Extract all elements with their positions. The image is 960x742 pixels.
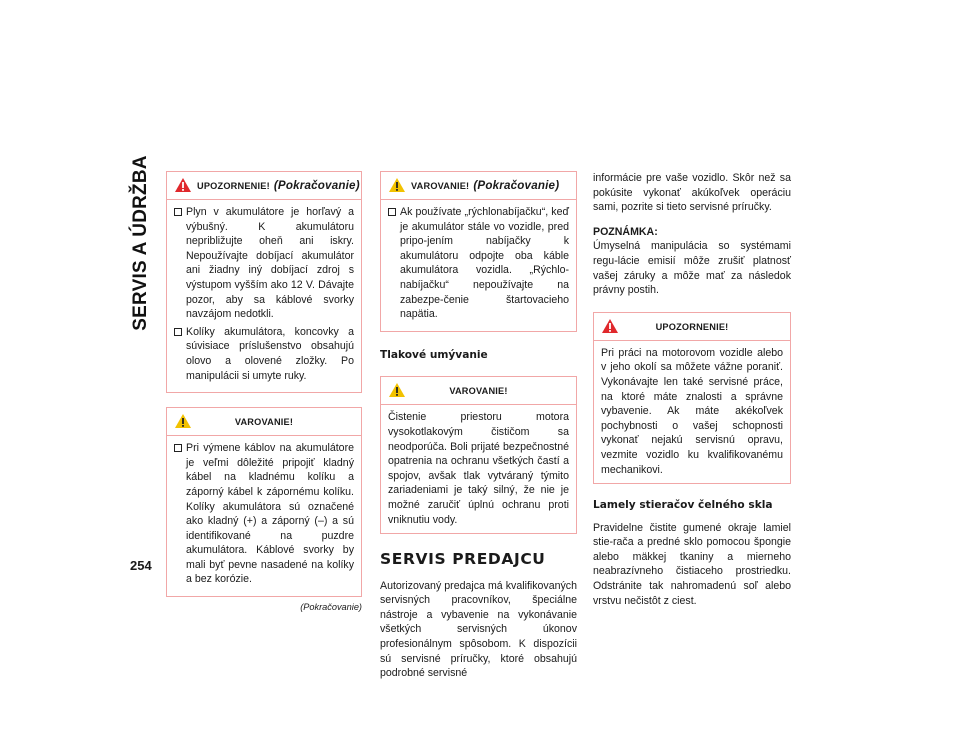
subheading-wiper-blades: Lamely stieračov čelného skla <box>593 499 773 512</box>
caution-box-title: VAROVANIE! (Pokračovanie) <box>411 179 560 192</box>
checkbox-bullet-icon <box>388 208 396 216</box>
note-text: Úmyselná manipulácia so systémami regu-lácie emisií môže zrušiť platnosť vašej záruky a môže mať za následok právny postih. <box>593 240 791 297</box>
page-number: 254 <box>130 558 152 573</box>
caution-box-pressure-washing <box>380 376 577 534</box>
section-side-title-text: SERVIS A ÚDRŽBA <box>130 155 151 331</box>
caution-box-header <box>381 377 576 405</box>
caution-box-header <box>381 172 576 200</box>
list-item: Ak používate „rýchlonabíjačku“, keď je akumulátor stále vo vozidle, pred pripo-jením nabíjačky k akumulátoru odpojte oba káble akumulátora vozidla. „Rýchlo-nabíjačku“ nepoužívajte na zabezpe-čenie štartovacieho napätia. <box>388 205 569 322</box>
caution-box-text: Čistenie priestoru motora vysokotlakovým čističom sa neodporúča. Boli prijaté bezpečnostné opatrenia na ochranu všetkých častí a spojov, avšak tlak vytváraný týmito zariadeniami je taký silný, že nie je možné zaručiť úplnú ochranu proti vniknutiu vody. <box>388 411 569 526</box>
warning-box-header <box>167 172 361 200</box>
service-manual-paragraph: informácie pre vaše vozidlo. Skôr než sa pokúsite vykonať akúkoľvek operáciu sami, pozrite si tieto servisné príručky. <box>593 172 791 214</box>
warning-box-header <box>594 313 790 341</box>
wiper-blades-paragraph: Pravidelne čistite gumené okraje lamiel stie-rača a predné sklo pomocou špongie alebo mäkkej tkaniny a mierneho neabrazívneho čistiaceho prostriedku. Odstránite tak nahromadenú soľ alebo vrstvu nečistôt z ciest. <box>593 521 791 607</box>
subheading-pressure-washing: Tlakové umývanie <box>380 348 488 361</box>
checkbox-bullet-icon <box>174 444 182 452</box>
warning-box-battery-gas <box>166 171 362 393</box>
list-item: Plyn v akumulátore je horľavý a výbušný. K akumulátoru nepribližujte oheň ani iskry. Nepoužívajte dobíjací akumulátor ani žiadny iný dobíjací zdroj s výstupom vyšším ako 12 V. Dávajte pozor, aby sa káblové svorky navzájom nedotkli. <box>174 205 354 322</box>
column-3 <box>593 171 791 608</box>
caution-triangle-icon <box>388 177 406 193</box>
checkbox-bullet-icon <box>174 208 182 216</box>
list-item: Pri výmene káblov na akumulátore je veľmi dôležité pripojiť kladný kábel na kladnému kolíku a záporný kábel k zápornému kolíku. Kolíky akumulátora sú označené ako kladný (+) a záporný (–) a sú identifikované na puzdre akumulátora. Káblové svorky by mali byť pevne nasadené na kolíky a bez korózie. <box>174 441 354 587</box>
note-heading: POZNÁMKA: <box>593 225 658 238</box>
caution-box-body <box>381 200 576 331</box>
warning-box-text: Pri práci na motorovom vozidle alebo v jeho okolí sa môžete vážne poraniť. Vykonávajte len také servisné práce, na ktoré máte znalosti a správne vybavenie. Ak máte akékoľvek pochybnosti o vašej schopnosti vykonať nejakú servisnú opravu, vezmite vozidlo ku kvalifikovanému mechanikovi. <box>601 346 783 476</box>
warning-box-title: UPOZORNENIE! <box>655 321 729 332</box>
caution-box-quick-charger <box>380 171 577 332</box>
caution-box-body <box>167 436 361 596</box>
warning-box-vehicle-work <box>593 312 791 484</box>
caution-box-battery-cables <box>166 407 362 597</box>
caution-box-body <box>381 405 576 533</box>
dealer-service-paragraph: Autorizovaný predajca má kvalifikovaných servisných pracovníkov, špeciálne nástroje a vybavenie na vykonávanie všetkých servisných úkonov profesionálnym spôsobom. K dispozícii sú servisné príručky, ktoré obsahujú podrobné servisné <box>380 579 577 680</box>
warning-triangle-icon <box>174 177 192 193</box>
warning-box-body <box>594 341 790 483</box>
continued-note: (Pokračovanie) <box>300 602 362 613</box>
warning-box-title: UPOZORNENIE! (Pokračovanie) <box>197 179 360 192</box>
list-item: Kolíky akumulátora, koncovky a súvisiace príslušenstvo obsahujú olovo a olovené zložky. Po manipulácii si umyte ruky. <box>174 325 354 383</box>
caution-box-title: VAROVANIE! <box>234 417 294 428</box>
caution-box-header <box>167 408 361 436</box>
caution-box-title: VAROVANIE! <box>449 386 508 397</box>
section-side-title <box>121 155 161 331</box>
column-1 <box>166 171 362 615</box>
section-heading-dealer-service: SERVIS PREDAJCU <box>380 550 546 569</box>
column-2 <box>380 171 577 681</box>
warning-box-body <box>167 200 361 392</box>
checkbox-bullet-icon <box>174 328 182 336</box>
